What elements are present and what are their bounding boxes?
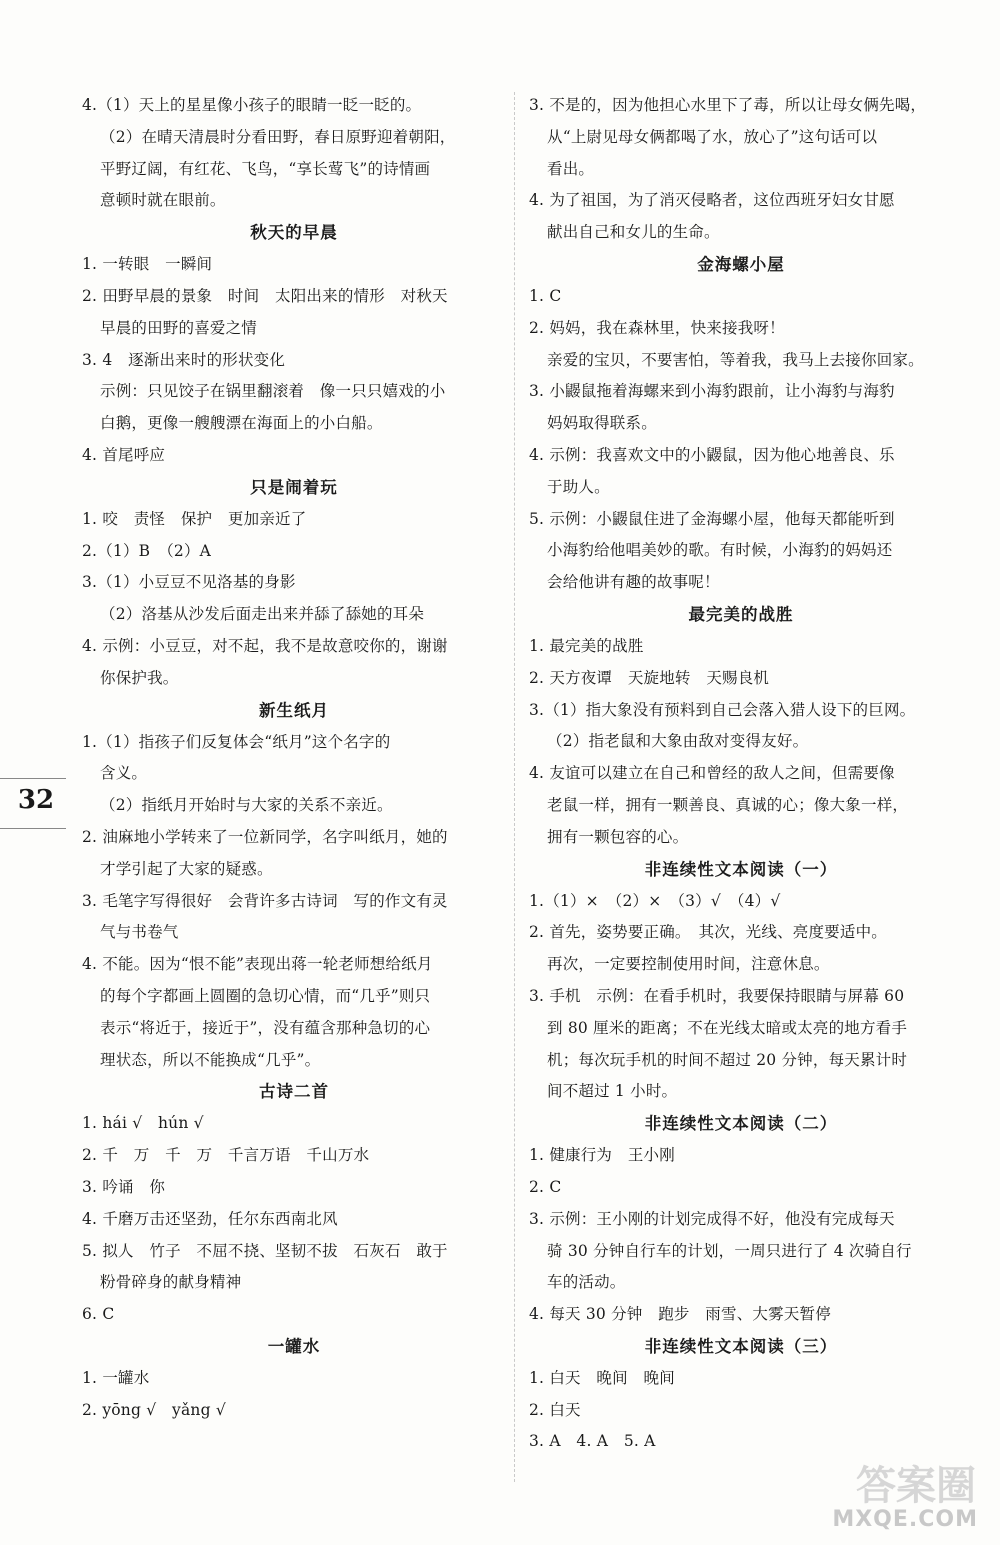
answer-line: 4. 示例：我喜欢文中的小鼹鼠，因为他心地善良、乐 [529,445,895,464]
answer-line: 2. 白天 [529,1400,581,1419]
page-number-rule-bottom [0,828,66,829]
answer-line: 2. C [529,1177,562,1196]
answer-continuation: 到 80 厘米的距离；不在光线太暗或太亮的地方看手 [547,1018,908,1037]
answer-continuation: 才学引起了大家的疑惑。 [100,859,273,878]
answer-continuation: 拥有一颗包容的心。 [547,827,689,846]
answer-continuation: （2）指老鼠和大象由敌对变得友好。 [547,732,809,751]
answer-continuation: （2）在晴天清晨时分看田野，春日原野迎着朝阳， [100,127,456,146]
answer-continuation: 献出自己和女儿的生命。 [547,223,720,242]
section-heading: 只是闹着玩 [250,477,338,497]
answer-continuation: 再次，一定要控制使用时间，注意休息。 [547,955,830,974]
answer-line: 1.（1）指孩子们反复体会“纸月”这个名字的 [82,732,391,751]
answer-continuation: 小海豹给他唱美妙的歌。有时候，小海豹的妈妈还 [547,541,893,560]
answer-line: 3. 示例：王小刚的计划完成得不好，他没有完成每天 [529,1209,895,1228]
section-heading: 古诗二首 [259,1082,329,1102]
answer-continuation: 妈妈取得联系。 [547,414,657,433]
section-heading: 最完美的战胜 [688,604,794,624]
answer-line: 1. 一转眼 一瞬间 [82,255,213,274]
section-heading: 非连续性文本阅读（三） [644,1336,838,1356]
watermark-site: MXQE.COM [832,1507,978,1532]
section-heading: 新生纸月 [259,700,329,720]
answer-line: 3. 毛笔字写得很好 会背许多古诗词 写的作文有灵 [82,891,448,910]
answer-line: 2. 油麻地小学转来了一位新同学，名字叫纸月，她的 [82,827,448,846]
answer-line: 2. 妈妈，我在森林里，快来接我呀！ [529,318,785,337]
answer-continuation: 骑 30 分钟自行车的计划，一周只进行了 4 次骑自行 [547,1241,912,1260]
watermark [820,1450,990,1540]
answer-continuation: 你保护我。 [100,668,179,687]
answer-line: 6. C [82,1305,115,1324]
answer-line: 1. 健康行为 王小刚 [529,1146,675,1165]
answer-continuation: 表示“将近于，接近于”，没有蕴含那种急切的心 [100,1018,431,1037]
answer-line: 2.（1）B （2）A [82,541,212,560]
answer-continuation: 的每个字都画上圆圈的急切心情，而“几乎”则只 [100,986,431,1005]
answer-continuation: 气与书卷气 [100,923,179,942]
watermark-logo: 答案圈 [856,1463,976,1509]
answer-line: 4. 示例：小豆豆，对不起，我不是故意咬你的，谢谢 [82,636,448,655]
answer-continuation: 从“上尉见母女俩都喝了水，放心了”这句话可以 [547,127,878,146]
answer-line: 5. 示例：小鼹鼠住进了金海螺小屋，他每天都能听到 [529,509,895,528]
answer-continuation: 平野辽阔，有红花、飞鸟，“享长莺飞”的诗情画 [100,159,431,178]
column-divider [514,92,515,1482]
answer-continuation: 机；每次玩手机的时间不超过 20 分钟，每天累计时 [547,1050,908,1069]
answer-line: 4. 友谊可以建立在自己和曾经的敌人之间，但需要像 [529,764,895,783]
answer-continuation: 老鼠一样，拥有一颗善良、真诚的心；像大象一样， [547,795,909,814]
section-heading: 金海螺小屋 [697,254,785,274]
answer-line: 2. 田野早晨的景象 时间 太阳出来的情形 对秋天 [82,286,448,305]
answer-line: 4. 不能。因为“恨不能”表现出蒋一轮老师想给纸月 [82,955,433,974]
answer-continuation: 含义。 [100,764,148,783]
answer-line: 2. 首先，姿势要正确。 其次，光线、亮度要适中。 [529,923,887,942]
answer-line: 1. hái √ hún √ [82,1114,204,1133]
answer-line: 1. C [529,286,562,305]
right-answer-column [529,90,953,1458]
answer-continuation: 看出。 [547,159,595,178]
answer-continuation: （2）指纸月开始时与大家的关系不亲近。 [100,796,393,815]
answer-line: 2. yōng √ yǎng √ [82,1400,226,1419]
answer-line: 4. 每天 30 分钟 跑步 雨雪、大雾天暂停 [529,1305,831,1324]
section-heading: 非连续性文本阅读（二） [644,1114,838,1134]
answer-continuation: 于助人。 [547,477,610,496]
section-heading: 一罐水 [267,1336,321,1356]
answer-continuation: 会给他讲有趣的故事呢！ [547,573,720,592]
answer-continuation: 早晨的田野的喜爱之情 [100,318,258,337]
answer-continuation: 粉骨碎身的献身精神 [100,1273,242,1292]
answer-line: 3. A 4. A 5. A [529,1432,656,1451]
answer-line: 4. 千磨万击还坚劲，任尔东西南北风 [82,1209,338,1228]
answer-continuation: 车的活动。 [547,1273,626,1292]
answer-continuation: 示例：只见饺子在锅里翻滚着 像一只只嬉戏的小 [100,382,446,401]
answer-continuation: 理状态，所以不能换成“几乎”。 [100,1050,321,1069]
answer-line: 3.（1）小豆豆不见洛基的身影 [82,573,296,592]
answer-line: 1. 最完美的战胜 [529,636,644,655]
answer-line: 3. 小鼹鼠拖着海螺来到小海豹跟前，让小海豹与海豹 [529,382,895,401]
answer-line: 3. 吟诵 你 [82,1177,166,1196]
left-answer-column [82,90,506,1426]
answer-continuation: 亲爱的宝贝，不要害怕，等着我，我马上去接你回家。 [547,350,924,369]
answer-line: 3. 4 逐渐出来时的形状变化 [82,350,286,369]
answer-line: 1. 咬 责怪 保护 更加亲近了 [82,509,307,528]
answer-line: 2. 千 万 千 万 千言万语 千山万水 [82,1146,370,1165]
answer-line: 3. 不是的，因为他担心水里下了毒，所以让母女俩先喝， [529,96,927,114]
answer-line: 1. 一罐水 [82,1368,150,1387]
answer-line: 1.（1）× （2）× （3）√ （4）√ [529,891,781,910]
answer-line: 3. 手机 示例：在看手机时，我要保持眼睛与屏幕 60 [529,986,905,1005]
answer-continuation: 间不超过 1 小时。 [547,1082,678,1101]
page-number-rule-top [0,778,66,779]
answer-continuation: （2）洛基从沙发后面走出来并舔了舔她的耳朵 [100,605,425,624]
answer-line: 4.（1）天上的星星像小孩子的眼睛一眨一眨的。 [82,96,422,114]
answer-line: 3.（1）指大象没有预料到自己会落入猎人设下的巨网。 [529,700,916,719]
answer-continuation: 白鹅，更像一艘艘漂在海面上的小白船。 [100,414,383,433]
answer-line: 1. 白天 晚间 晚间 [529,1368,675,1387]
section-heading: 非连续性文本阅读（一） [644,859,838,879]
answer-line: 4. 为了祖国，为了消灭侵略者，这位西班牙妇女甘愿 [529,191,895,210]
answer-line: 2. 天方夜谭 天旋地转 天赐良机 [529,668,770,687]
answer-line: 5. 拟人 竹子 不屈不挠、坚韧不拔 石灰石 敢于 [82,1241,448,1260]
page-number: 32 [17,785,55,815]
section-heading: 秋天的早晨 [250,223,338,243]
answer-line: 4. 首尾呼应 [82,445,166,464]
answer-continuation: 意顿时就在眼前。 [100,191,226,210]
